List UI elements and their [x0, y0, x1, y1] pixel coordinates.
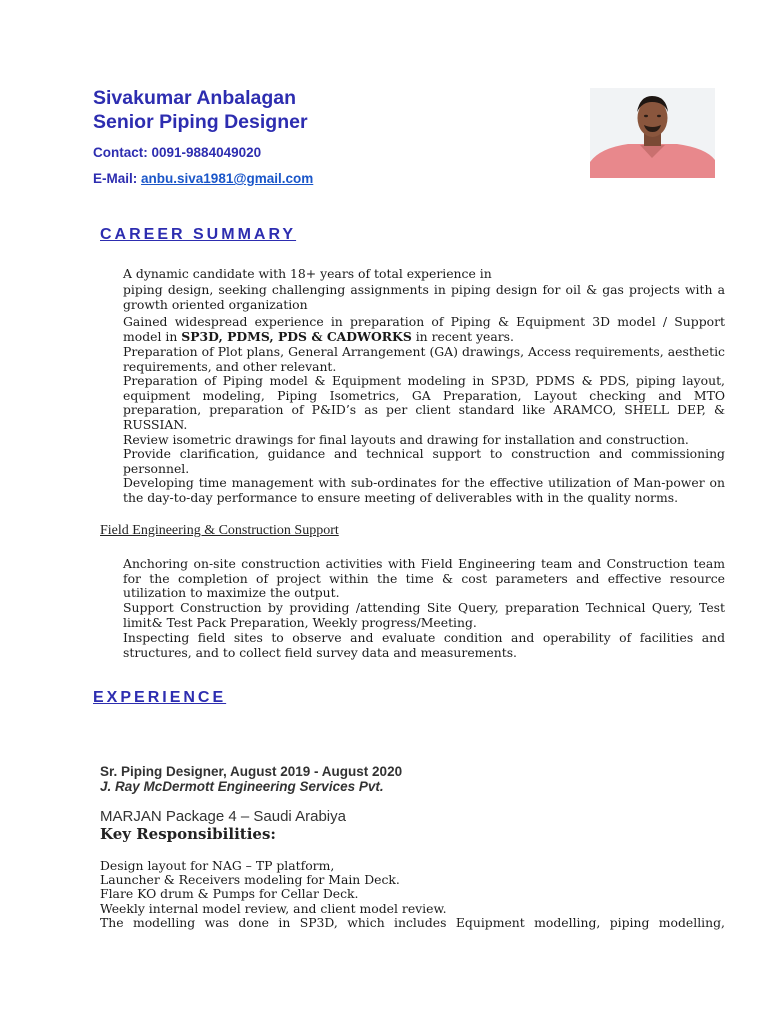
summary-p2-software: SP3D, PDMS, PDS & CADWORKS — [181, 328, 412, 344]
candidate-name: Sivakumar Anbalagan — [93, 87, 297, 109]
field-paragraph-1: Anchoring on-site construction activities with Field Engineering team and Construction team for the completion of project within the time & cost parameters and effective resource utilization to maximize the output. — [123, 556, 725, 601]
candidate-title: Senior Piping Designer — [93, 111, 308, 133]
career-summary-heading: CAREER SUMMARY — [100, 226, 297, 243]
email-label: E-Mail: — [93, 171, 138, 186]
summary-paragraph-5: Review isometric drawings for final layouts and drawing for installation and construction. — [123, 432, 689, 447]
field-paragraph-3: Inspecting field sites to observe and evaluate condition and operability of facilities and structures, and to collect field survey data and measurements. — [123, 630, 725, 660]
profile-photo-image — [590, 88, 715, 178]
contact-line — [93, 145, 261, 160]
job-title: Sr. Piping Designer, August 2019 - August 2020 — [100, 764, 403, 779]
responsibility-line: The modelling was done in SP3D, which includes Equipment modelling, piping modelling, — [100, 915, 725, 930]
summary-intro-line: A dynamic candidate with 18+ years of total experience in — [123, 266, 492, 281]
field-paragraph-2: Support Construction by providing /attending Site Query, preparation Technical Query, Test limit& Test Pack Preparation, Weekly progress/Meeting. — [123, 600, 725, 630]
email-line — [93, 171, 313, 186]
contact-value: 0091-9884049020 — [151, 145, 262, 160]
summary-paragraph-3: Preparation of Plot plans, General Arrangement (GA) drawings, Access requirements, aesthetic requirements, and other relevant. — [123, 344, 725, 374]
contact-label: Contact: — [93, 145, 148, 160]
summary-paragraph-1: piping design, seeking challenging assignments in piping design for oil & gas projects with a growth oriented organization — [123, 282, 725, 312]
responsibility-line: Flare KO drum & Pumps for Cellar Deck. — [100, 886, 359, 901]
responsibility-line: Design layout for NAG – TP platform, — [100, 858, 335, 873]
key-responsibilities-heading: Key Responsibilities: — [100, 825, 276, 843]
field-engineering-heading: Field Engineering & Construction Support — [100, 523, 339, 538]
email-link[interactable]: anbu.siva1981@gmail.com — [141, 171, 314, 186]
summary-paragraph-2 — [123, 315, 725, 344]
profile-photo — [590, 88, 715, 178]
job-company: J. Ray McDermott Engineering Services Pvt. — [100, 779, 384, 794]
responsibility-line: Weekly internal model review, and client model review. — [100, 901, 447, 916]
summary-p2-text: Gained widespread experience in preparation of Piping & Equipment 3D model / Support model in — [123, 314, 725, 344]
experience-heading: EXPERIENCE — [93, 689, 227, 706]
summary-paragraph-4: Preparation of Piping model & Equipment modeling in SP3D, PDMS & PDS, piping layout, equipment modeling, Piping Isometrics, GA Preparation, Layout checking and MTO preparation, preparation of P&ID’s as per client standard like ARAMCO, SHELL DEP, & RUSSIAN. — [123, 373, 725, 432]
project-package: MARJAN Package 4 – Saudi Arabiya — [100, 808, 346, 825]
summary-p2-tail: in recent years. — [411, 328, 514, 344]
summary-paragraph-6: Provide clarification, guidance and technical support to construction and commissioning personnel. — [123, 446, 725, 476]
responsibility-line: Launcher & Receivers modeling for Main Deck. — [100, 872, 400, 887]
summary-paragraph-7: Developing time management with sub-ordinates for the effective utilization of Man-power on the day-to-day performance to ensure meeting of deliverables with in the quality norms. — [123, 475, 725, 505]
